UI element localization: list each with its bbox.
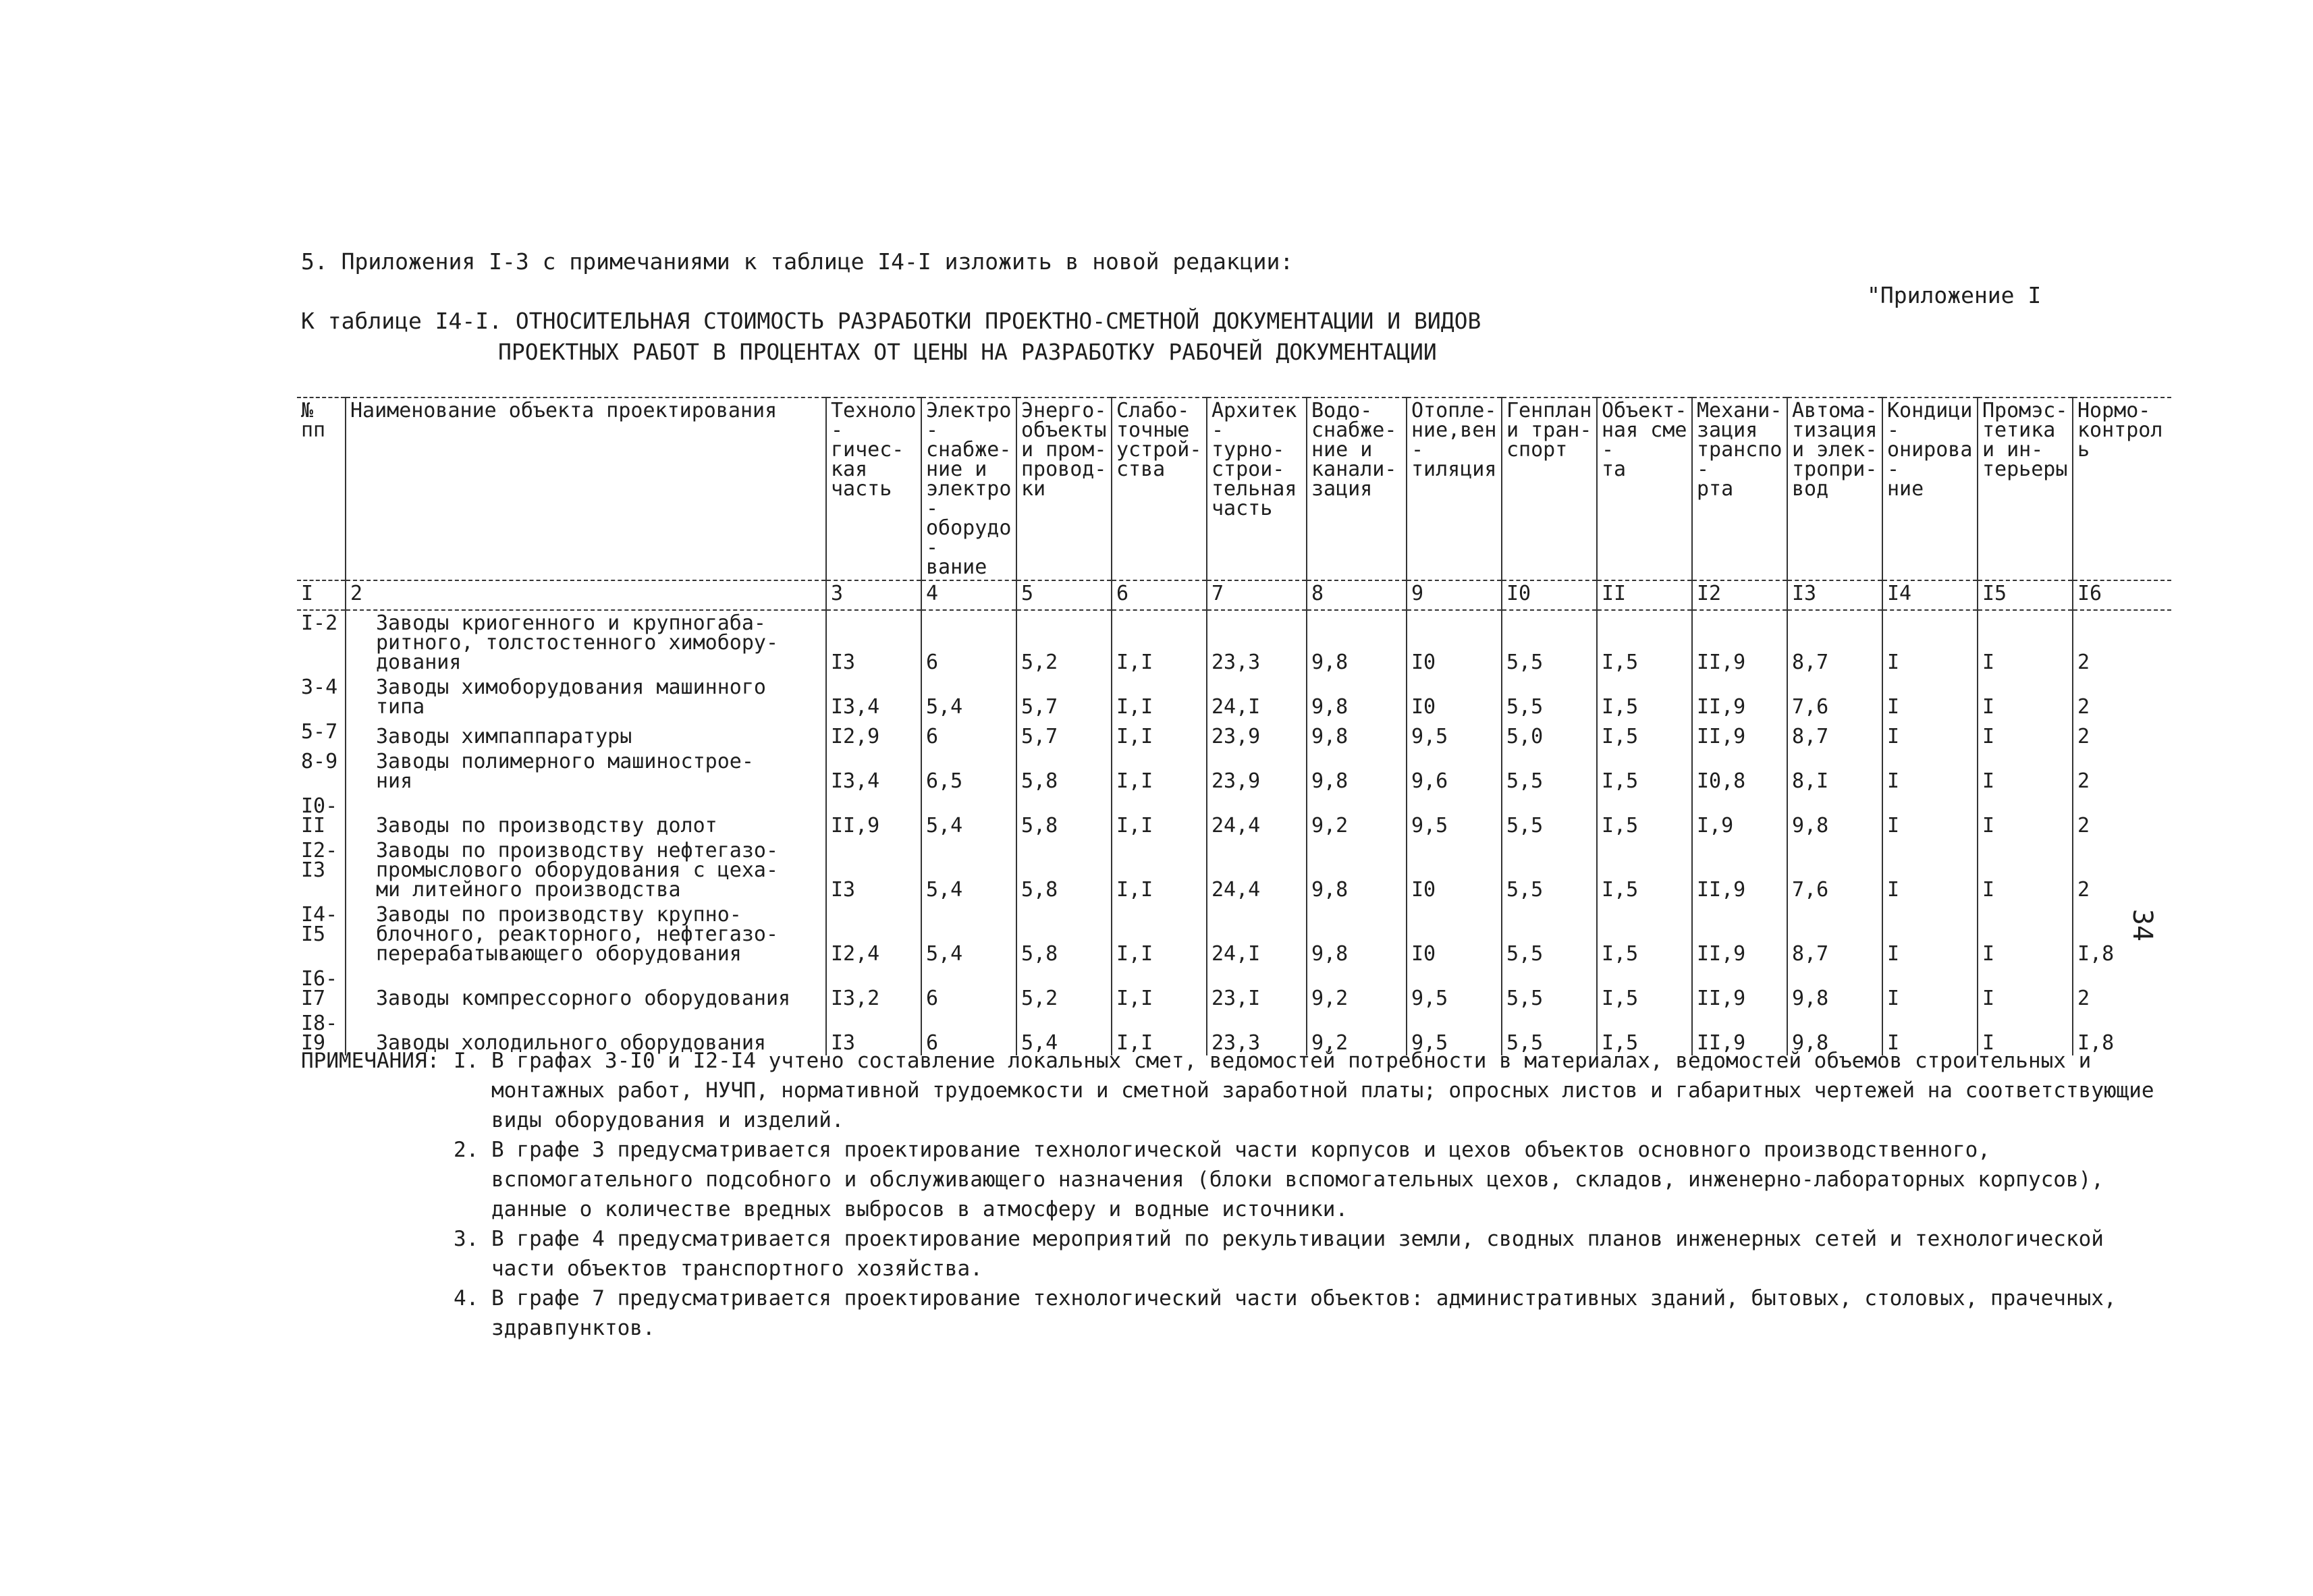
object-name: Заводы холодильного оборудования xyxy=(346,1011,826,1055)
percent-cell: 9,2 xyxy=(1307,966,1407,1011)
percent-cell: I,9 xyxy=(1692,794,1787,838)
percent-cell: 5,7 xyxy=(1016,675,1112,719)
table-body xyxy=(297,610,2171,1055)
percent-cell: 5,2 xyxy=(1016,966,1112,1011)
table-row xyxy=(297,966,2171,1011)
note-number: I. xyxy=(454,1049,479,1073)
percent-cell: 5,5 xyxy=(1502,749,1597,794)
percent-cell: I xyxy=(1882,966,1978,1011)
percent-cell: I0,8 xyxy=(1692,749,1787,794)
column-number: I6 xyxy=(2073,580,2171,610)
column-header: Нормо- контроль xyxy=(2073,397,2171,580)
percent-cell: II,9 xyxy=(1692,838,1787,902)
percent-cell: I xyxy=(1978,794,2073,838)
percent-cell: II,9 xyxy=(1692,675,1787,719)
percent-cell: 6 xyxy=(921,610,1016,675)
percent-cell: I0 xyxy=(1407,902,1502,966)
notes-list xyxy=(454,1046,2168,1343)
percent-cell: 6 xyxy=(921,719,1016,749)
object-name: Заводы по производству долот xyxy=(346,794,826,838)
row-number: I0-II xyxy=(301,794,338,837)
percent-cell: 9,5 xyxy=(1407,794,1502,838)
table-row xyxy=(297,902,2171,966)
percent-cell: I,5 xyxy=(1597,966,1692,1011)
object-name: Заводы по производству крупно- блочного, реакторного, нефтегазо- перерабатывающего оборудования xyxy=(346,902,826,966)
column-number: I2 xyxy=(1692,580,1787,610)
row-number: I-2 xyxy=(301,611,338,635)
column-number: 2 xyxy=(346,580,826,610)
percent-cell: II,9 xyxy=(1692,610,1787,675)
object-name: Заводы компрессорного оборудования xyxy=(346,966,826,1011)
column-number: 4 xyxy=(921,580,1016,610)
percent-cell: I,I xyxy=(1112,719,1207,749)
note-text: В графе 4 предусматривается проектирование мероприятий по рекультивации земли, сводных планов инженерных сетей и технологической части объектов транспортного хозяйства. xyxy=(491,1227,2104,1281)
percent-cell: I xyxy=(1978,838,2073,902)
percent-cell: I xyxy=(1882,610,1978,675)
percent-cell: I2,4 xyxy=(826,902,921,966)
percent-cell: I3 xyxy=(826,610,921,675)
percent-cell: I,I xyxy=(1112,610,1207,675)
column-number: I0 xyxy=(1502,580,1597,610)
note-item xyxy=(454,1046,2168,1135)
percent-cell: I xyxy=(1978,719,2073,749)
percent-cell: I,I xyxy=(1112,838,1207,902)
percent-cell: I,5 xyxy=(1597,902,1692,966)
percent-cell: I3 xyxy=(826,838,921,902)
percent-cell: 24,I xyxy=(1207,675,1307,719)
percent-cell: 9,8 xyxy=(1307,675,1407,719)
percent-cell: 5,5 xyxy=(1502,675,1597,719)
note-item xyxy=(454,1224,2168,1284)
percent-cell: 23,I xyxy=(1207,966,1307,1011)
percent-cell: 8,7 xyxy=(1787,610,1882,675)
percent-cell: I xyxy=(1978,610,2073,675)
percent-cell: I0 xyxy=(1407,838,1502,902)
percent-cell: 6 xyxy=(921,966,1016,1011)
percent-cell: 9,8 xyxy=(1307,719,1407,749)
percent-cell: 9,8 xyxy=(1307,749,1407,794)
percent-cell: 6,5 xyxy=(921,749,1016,794)
row-number: 5-7 xyxy=(301,720,338,744)
percent-cell: I2,9 xyxy=(826,719,921,749)
percent-cell: 2 xyxy=(2073,719,2171,749)
table-row xyxy=(297,610,2171,675)
percent-cell: I xyxy=(1882,749,1978,794)
note-item xyxy=(454,1135,2168,1224)
percent-cell: 24,I xyxy=(1207,902,1307,966)
row-number: I6-I7 xyxy=(301,967,338,1010)
column-number: I5 xyxy=(1978,580,2073,610)
percent-cell: 5,5 xyxy=(1502,966,1597,1011)
percent-cell: 5,4 xyxy=(921,675,1016,719)
cost-table xyxy=(297,397,2171,1055)
percent-cell: 5,8 xyxy=(1016,838,1112,902)
percent-cell: I xyxy=(1978,902,2073,966)
table-row xyxy=(297,719,2171,749)
percent-cell: I,I xyxy=(1112,1011,1207,1055)
percent-cell: 9,8 xyxy=(1307,902,1407,966)
percent-cell: I,5 xyxy=(1597,1011,1692,1055)
percent-cell: 5,8 xyxy=(1016,902,1112,966)
column-header: Электро- снабже- ние и электро- оборудо- вание xyxy=(921,397,1016,580)
row-number: 8-9 xyxy=(301,750,338,773)
percent-cell: II,9 xyxy=(826,794,921,838)
percent-cell: I3,2 xyxy=(826,966,921,1011)
percent-cell: 2 xyxy=(2073,966,2171,1011)
object-name: Заводы криогенного и крупногаба- ритного, толстостенного химобору- дования xyxy=(346,610,826,675)
column-header: Архитек- турно- строи- тельная часть xyxy=(1207,397,1307,580)
note-number: 2. xyxy=(454,1138,479,1162)
percent-cell: 24,4 xyxy=(1207,838,1307,902)
percent-cell: 9,5 xyxy=(1407,966,1502,1011)
column-number: I4 xyxy=(1882,580,1978,610)
percent-cell: 5,4 xyxy=(1016,1011,1112,1055)
column-number: I3 xyxy=(1787,580,1882,610)
page-number: 34 xyxy=(2127,908,2158,942)
percent-cell: I,I xyxy=(1112,675,1207,719)
percent-cell: 5,4 xyxy=(921,902,1016,966)
percent-cell: I xyxy=(1882,719,1978,749)
percent-cell: I0 xyxy=(1407,675,1502,719)
column-number: 7 xyxy=(1207,580,1307,610)
percent-cell: 9,8 xyxy=(1787,794,1882,838)
table-row xyxy=(297,675,2171,719)
column-number: II xyxy=(1597,580,1692,610)
notes-label: ПРИМЕЧАНИЯ: xyxy=(301,1049,440,1073)
percent-cell: I,5 xyxy=(1597,749,1692,794)
percent-cell: I xyxy=(1978,749,2073,794)
column-header: Отопле- ние,вен- тиляция xyxy=(1407,397,1502,580)
percent-cell: 9,8 xyxy=(1307,610,1407,675)
percent-cell: 5,5 xyxy=(1502,610,1597,675)
percent-cell: I xyxy=(1882,838,1978,902)
table-row xyxy=(297,749,2171,794)
percent-cell: 9,2 xyxy=(1307,1011,1407,1055)
percent-cell: 5,2 xyxy=(1016,610,1112,675)
percent-cell: I,5 xyxy=(1597,675,1692,719)
percent-cell: 5,5 xyxy=(1502,838,1597,902)
percent-cell: 2 xyxy=(2073,675,2171,719)
percent-cell: 23,3 xyxy=(1207,610,1307,675)
column-header: Водо- снабже- ние и канали- зация xyxy=(1307,397,1407,580)
percent-cell: I,I xyxy=(1112,749,1207,794)
percent-cell: I3,4 xyxy=(826,749,921,794)
percent-cell: 23,9 xyxy=(1207,749,1307,794)
table-title-line-2: ПРОЕКТНЫХ РАБОТ В ПРОЦЕНТАХ ОТ ЦЕНЫ НА РАЗРАБОТКУ РАБОЧЕЙ ДОКУМЕНТАЦИИ xyxy=(498,339,1437,365)
percent-cell: II,9 xyxy=(1692,1011,1787,1055)
percent-cell: I xyxy=(1882,1011,1978,1055)
percent-cell: I,8 xyxy=(2073,902,2171,966)
percent-cell: I xyxy=(1978,675,2073,719)
percent-cell: 5,5 xyxy=(1502,1011,1597,1055)
column-number: 9 xyxy=(1407,580,1502,610)
percent-cell: 9,8 xyxy=(1787,966,1882,1011)
percent-cell: I xyxy=(1882,675,1978,719)
object-name: Заводы по производству нефтегазо- промыслового оборудования с цеха- ми литейного производства xyxy=(346,838,826,902)
percent-cell: 5,5 xyxy=(1502,794,1597,838)
table-row xyxy=(297,838,2171,902)
percent-cell: 2 xyxy=(2073,794,2171,838)
note-text: В графе 7 предусматривается проектирование технологический части объектов: административных зданий, бытовых, столовых, прачечных, здравпунктов. xyxy=(491,1286,2117,1340)
object-name: Заводы химпаппаратуры xyxy=(346,719,826,749)
percent-cell: 9,5 xyxy=(1407,719,1502,749)
appendix-label: "Приложение I xyxy=(1867,282,2042,308)
percent-cell: II,9 xyxy=(1692,902,1787,966)
note-number: 3. xyxy=(454,1227,479,1251)
object-name: Заводы полимерного машинострое- ния xyxy=(346,749,826,794)
column-number: I xyxy=(297,580,346,610)
row-number: I2-I3 xyxy=(301,839,338,882)
column-header: Энерго- объекты и пром- провод- ки xyxy=(1016,397,1112,580)
note-number: 4. xyxy=(454,1286,479,1311)
percent-cell: 24,4 xyxy=(1207,794,1307,838)
note-text: В графах 3-I0 и I2-I4 учтено составление локальных смет, ведомостей потребности в материалах, ведомостей объемов строительных и монтажных работ, НУЧП, нормативной трудоемкости и сметной заработной платы; опросных листов и габаритных чертежей на соответствующие виды оборудования и изделий. xyxy=(491,1049,2154,1132)
percent-cell: 5,8 xyxy=(1016,749,1112,794)
row-number: I8-I9 xyxy=(301,1012,338,1055)
percent-cell: I,5 xyxy=(1597,610,1692,675)
percent-cell: 2 xyxy=(2073,610,2171,675)
percent-cell: 9,5 xyxy=(1407,1011,1502,1055)
percent-cell: II,9 xyxy=(1692,719,1787,749)
percent-cell: 5,7 xyxy=(1016,719,1112,749)
percent-cell: 23,9 xyxy=(1207,719,1307,749)
column-number: 6 xyxy=(1112,580,1207,610)
percent-cell: 5,8 xyxy=(1016,794,1112,838)
percent-cell: 8,7 xyxy=(1787,902,1882,966)
percent-cell: 8,I xyxy=(1787,749,1882,794)
column-header: Объект- ная сме- та xyxy=(1597,397,1692,580)
table-title-line-1: К таблице I4-I. ОТНОСИТЕЛЬНАЯ СТОИМОСТЬ РАЗРАБОТКИ ПРОЕКТНО-СМЕТНОЙ ДОКУМЕНТАЦИИ И ВИДОВ xyxy=(301,308,1481,334)
percent-cell: I xyxy=(1978,1011,2073,1055)
percent-cell: I3 xyxy=(826,1011,921,1055)
table-header-row xyxy=(297,397,2171,580)
column-header: Наименование объекта проектирования xyxy=(346,397,826,580)
percent-cell: 5,4 xyxy=(921,838,1016,902)
percent-cell: I,5 xyxy=(1597,719,1692,749)
column-header: Кондици- онирова- ние xyxy=(1882,397,1978,580)
percent-cell: 5,4 xyxy=(921,794,1016,838)
object-name: Заводы химоборудования машинного типа xyxy=(346,675,826,719)
percent-cell: 23,3 xyxy=(1207,1011,1307,1055)
column-header: Техноло- гичес- кая часть xyxy=(826,397,921,580)
percent-cell: I,I xyxy=(1112,966,1207,1011)
column-number: 3 xyxy=(826,580,921,610)
note-text: В графе 3 предусматривается проектирование технологической части корпусов и цехов объектов основного производственного, вспомогательного подсобного и обслуживающего назначения (блоки вспомогательных цехов, складов, инженерно-лабораторных корпусов), данные о количестве вредных выбросов в атмосферу и водные источники. xyxy=(491,1138,2104,1221)
percent-cell: I xyxy=(1978,966,2073,1011)
percent-cell: 2 xyxy=(2073,749,2171,794)
column-header: Слабо- точные устрой- ства xyxy=(1112,397,1207,580)
percent-cell: 5,5 xyxy=(1502,902,1597,966)
column-number: 8 xyxy=(1307,580,1407,610)
percent-cell: I,I xyxy=(1112,902,1207,966)
percent-cell: 9,2 xyxy=(1307,794,1407,838)
percent-cell: 8,7 xyxy=(1787,719,1882,749)
percent-cell: I xyxy=(1882,794,1978,838)
column-header: Генплан и тран- спорт xyxy=(1502,397,1597,580)
row-number: 3-4 xyxy=(301,676,338,699)
percent-cell: 7,6 xyxy=(1787,675,1882,719)
percent-cell: I3,4 xyxy=(826,675,921,719)
percent-cell: 5,0 xyxy=(1502,719,1597,749)
column-header: Промэс- тетика и ин- терьеры xyxy=(1978,397,2073,580)
percent-cell: 9,8 xyxy=(1787,1011,1882,1055)
percent-cell: 9,8 xyxy=(1307,838,1407,902)
intro-text: 5. Приложения I-3 с примечаниями к таблице I4-I изложить в новой редакции: xyxy=(301,248,1294,275)
note-item xyxy=(454,1284,2168,1343)
percent-cell: 9,6 xyxy=(1407,749,1502,794)
column-number: 5 xyxy=(1016,580,1112,610)
percent-cell: I,8 xyxy=(2073,1011,2171,1055)
percent-cell: I,5 xyxy=(1597,838,1692,902)
percent-cell: I,5 xyxy=(1597,794,1692,838)
percent-cell: I,I xyxy=(1112,794,1207,838)
percent-cell: 6 xyxy=(921,1011,1016,1055)
percent-cell: 7,6 xyxy=(1787,838,1882,902)
percent-cell: I xyxy=(1882,902,1978,966)
percent-cell: II,9 xyxy=(1692,966,1787,1011)
column-number-row xyxy=(297,580,2171,610)
column-header: № пп xyxy=(297,397,346,580)
column-header: Механи- зация транспо- рта xyxy=(1692,397,1787,580)
column-header: Автома- тизация и элек- тропри- вод xyxy=(1787,397,1882,580)
row-number: I4-I5 xyxy=(301,903,338,946)
percent-cell: I0 xyxy=(1407,610,1502,675)
percent-cell: 2 xyxy=(2073,838,2171,902)
table-row xyxy=(297,794,2171,838)
